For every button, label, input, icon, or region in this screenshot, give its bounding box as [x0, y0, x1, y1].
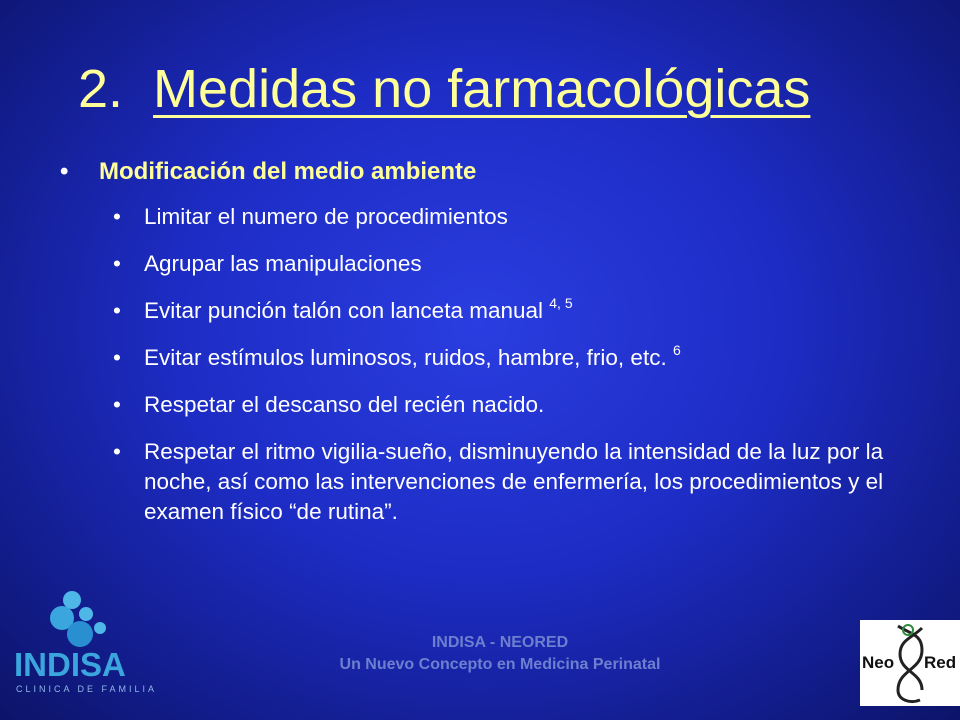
- list-item: [60, 437, 920, 527]
- bullet: •: [113, 204, 121, 229]
- bullet: •: [60, 158, 69, 185]
- list-item-text: Respetar el ritmo vigilia-sueño, disminuyendo la intensidad de la luz por la noche, así como las intervenciones de enfermería, los procedimientos y el examen físico “de rutina”.: [144, 439, 884, 524]
- indisa-logo-tagline: CLINICA DE FAMILIA: [16, 684, 158, 694]
- bullet: •: [113, 345, 121, 370]
- footer-line-1: INDISA - NEORED: [431, 634, 569, 651]
- neored-logo-left: Neo: [862, 653, 895, 672]
- indisa-logo: [10, 588, 160, 698]
- neored-logo: [860, 620, 960, 706]
- list-item-text: Agrupar las manipulaciones: [144, 251, 422, 276]
- list-item: [60, 202, 920, 232]
- bullet: •: [113, 392, 121, 417]
- list-item: [60, 390, 920, 420]
- citation-superscript: 6: [672, 342, 681, 358]
- footer: [300, 632, 700, 676]
- section-heading-text: Modificación del medio ambiente: [99, 158, 477, 185]
- title-text: Medidas no farmacológicas: [153, 59, 811, 119]
- section-heading: [60, 158, 920, 186]
- list-item: [60, 249, 920, 279]
- bullet: •: [113, 251, 121, 276]
- bullet: •: [113, 439, 121, 464]
- slide-title: [78, 58, 810, 120]
- neored-logo-right: Red: [924, 653, 957, 672]
- bullet: •: [113, 298, 121, 323]
- list-item-text: Respetar el descanso del recién nacido.: [144, 392, 545, 417]
- list-item-text: Evitar punción talón con lanceta manual: [144, 298, 550, 323]
- list-item-text: Limitar el numero de procedimientos: [144, 204, 508, 229]
- indisa-logo-name: INDISA: [14, 646, 126, 683]
- list-item-text: Evitar estímulos luminosos, ruidos, hambre, frio, etc.: [144, 345, 673, 370]
- citation-superscript: 4, 5: [549, 295, 573, 311]
- slide-content: [60, 158, 920, 544]
- list-item: [60, 343, 920, 373]
- list-item: [60, 296, 920, 326]
- title-number: 2.: [78, 59, 124, 119]
- footer-line-2: Un Nuevo Concepto en Medicina Perinatal: [339, 656, 661, 673]
